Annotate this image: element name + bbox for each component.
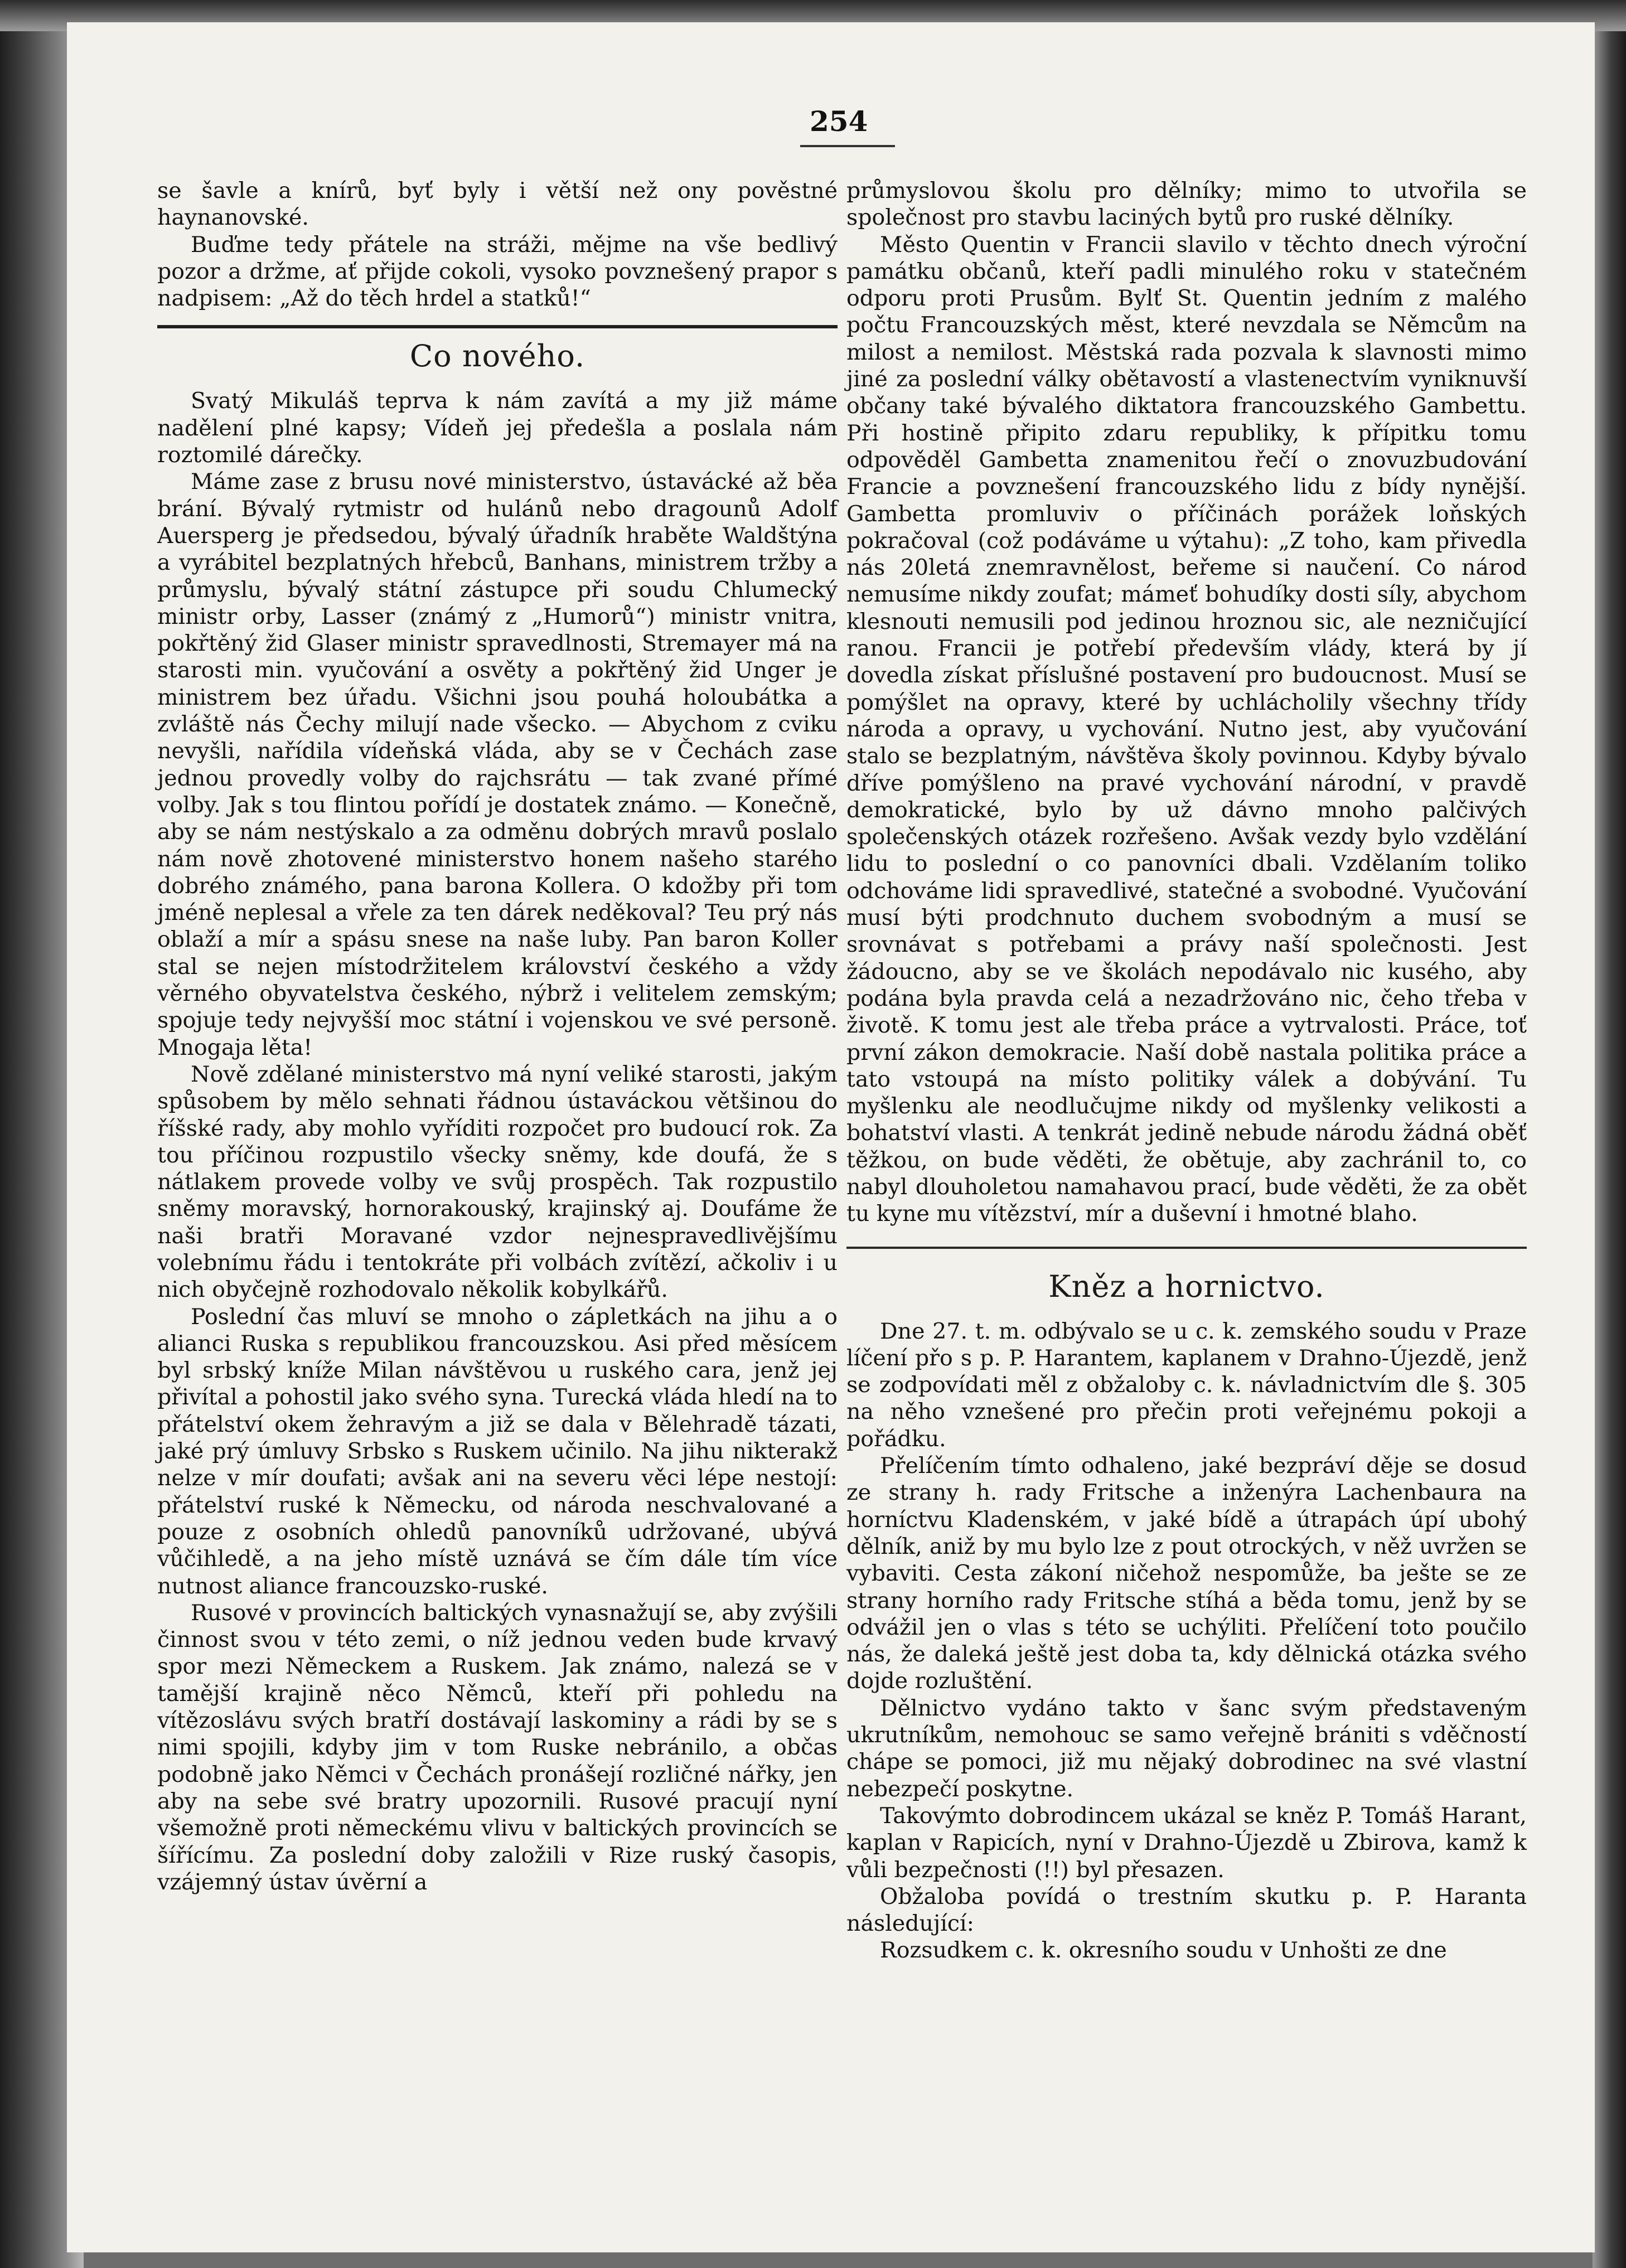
page-number: 254 (810, 105, 868, 138)
paragraph: Dělnictvo vydáno takto v šanc svým představeným ukrutníkům, nemohouc se samo veřejně brániti s vděčností chápe se pomoci, již mu nějaký dobrodinec na své vlastní nebezpečí poskytne. (846, 1695, 1527, 1802)
paragraph: Město Quentin v Francii slavilo v těchto dnech výroční památku občanů, kteří padli minulého roku v statečném odporu proti Prusům. Bylť St. Quentin jedním z malého počtu Francouzských měst, které nevzdala se Němcům na milost a nemilost. Městská rada pozvala k slavnosti mimo jiné za poslední války obětavostí a vlastenectvím vyniknuvší občany také bývalého diktatora francouzského Gambettu. Při hostině připito zdaru republiky, k přípitku tomu odpověděl Gambetta znamenitou řečí o znovuzbudování Francie a povznešení francouzského lidu z bídy nynější. Gambetta promluviv o příčinách porážek loňských pokračoval (což podáváme u výtahu): „Z toho, kam přivedla nás 20letá znemravnělost, beřeme si naučení. Co národ nemusíme nikdy zoufat; mámeť bohudíky dosti síly, abychom klesnouti nemusili pod jedinou hroznou sic, ale nezničující ranou. Francii je potřebí především vlády, která by jí dovedla získat příslušné postavení pro budoucnost. Musí se pomýšlet na opravy, které by uchlácholily všechny třídy národa a opravy, u vychování. Nutno jest, aby vyučování stalo se bezplatným, návštěva školy povinnou. Kdyby bývalo dříve pomýšleno na pravé vychování národní, v pravdě demokratické, bylo by už dávno mnoho palčivých společenských otázek rozřešeno. Avšak vezdy bylo vzdělání lidu to poslední o co panovníci dbali. Vzdělaním toliko odchováme lidi spravedlivé, statečné a svobodné. Vyučování musí býti prodchnuto duchem svobodným a musí se srovnávat s potřebami a právy naší společnosti. Jest žádoucno, aby se ve školách nepodávalo nic kusého, aby podána byla pravda celá a nezadržováno nic, čeho třeba v životě. K tomu jest ale třeba práce a vytrvalosti. Práce, toť první zákon demokracie. Naší době nastala politika práce a tato vstoupá na místo politiky válek a dobývání. Tu myšlenku ale neodlučujme nikdy od myšlenky velikosti a bohatství vlasti. A tenkrát jedině nebude národu žádná oběť těžkou, on bude věděti, že obětuje, aby zachránil to, co nabyl dlouholetou namahavou prací, bude věděti, že za obět tu kyne mu vítězství, mír a duševní i hmotné blaho. (846, 231, 1527, 1227)
paragraph: Přelíčením tímto odhaleno, jaké bezpráví děje se dosud ze strany h. rady Fritsche a inženýra Lachenbaura na horníctvu Kladenském, v jaké bídě a útrapách úpí ubohý dělník, aniž by mu bylo lze z pout otrockých, v něž uvržen se vybaviti. Cesta zákoní ničehož nespomůže, ba ješte se ze strany horního rady Fritsche stíhá a běda tomu, jenž by se odvážil jen o vlas s této se uchýliti. Přelíčení toto poučilo nás, že daleká ještě jest doba ta, kdy dělnická otázka svého dojde rozluštění. (846, 1453, 1527, 1694)
paragraph: Nově zdělané ministerstvo má nyní veliké starosti, jakým spůsobem by mělo sehnati řádnou ústaváckou většinou do říšské rady, aby mohlo vyříditi rozpočet pro budoucí rok. Za tou příčinou rozpustilo všecky sněmy, kde doufá, že s nátlakem provede volby ve svůj prospěch. Tak rozpustilo sněmy moravský, hornorakouský, krajinský aj. Doufáme že naši bratři Moravané vzdor nejnespravedlivějšímu volebnímu řádu i tentokráte při volbách zvítězí, ačkoliv i u nich obyčejně rozhodovalo několik kobylkářů. (157, 1061, 838, 1303)
section-heading: Co nového. (409, 338, 585, 374)
right-column (846, 177, 1527, 1964)
paragraph: Takovýmto dobrodincem ukázal se kněz P. Tomáš Harant, kaplan v Rapicích, nyní v Drahno-Újezdě u Zbirova, kamž k vůli bezpečnosti (!!) byl přesazen. (846, 1802, 1527, 1883)
left-column (157, 177, 838, 1896)
section-rule (846, 1247, 1527, 1249)
paragraph: Rusové v provincích baltických vynasnažují se, aby zvýšili činnost svou v této zemi, o níž jednou veden bude krvavý spor mezi Německem a Ruskem. Jak známo, nalezá se v tamější krajině něco Němců, kteří při pohledu na vítězoslávu svých bratří dostávají laskominy a rádi by se s nimi spojili, kdyby jim v tom Ruske nebránilo, a občas podobně jako Němci v Čechách pronášejí rozličné nářky, jen aby na sebe své bratry upozornili. Rusové pracují nyní všemožně proti německému vlivu v baltických provincích se šířícímu. Za poslední doby založili v Rize ruský časopis, vzájemný ústav úvěrní a (157, 1600, 838, 1895)
paragraph: Obžaloba povídá o trestním skutku p. P. Haranta následující: (846, 1883, 1527, 1937)
paragraph: Rozsudkem c. k. okresního soudu v Unhošti ze dne (880, 1937, 1447, 1964)
paragraph: Svatý Mikuláš teprva k nám zavítá a my již máme nadělení plné kapsy; Vídeň jej předešla a poslala nám roztomilé dárečky. (157, 388, 838, 468)
section-heading: Kněz a hornictvo. (1048, 1268, 1325, 1304)
paragraph: Buďme tedy přátele na stráži, mějme na vše bedlivý pozor a držme, ať přijde cokoli, vysoko povznešený prapor s nadpisem: „Až do těch hrdel a statků!“ (157, 231, 838, 312)
paragraph: se šavle a knírů, byť byly i větší než ony pověstné haynanovské. (157, 178, 838, 231)
section-rule (157, 325, 838, 328)
paragraph: Máme zase z brusu nové ministerstvo, ústavácké až běa brání. Bývalý rytmistr od hulánů nebo dragounů Adolf Auersperg je předsedou, bývalý úřadník hraběte Waldštýna a vyrábitel bezplatných hřebců, Banhans, ministrem tržby a průmyslu, bývalý státní zástupce při soudu Chlumecký ministr orby, Lasser (známý z „Humorů“) ministr vnitra, pokřtěný žid Glaser ministr spravedlnosti, Stremayer má na starosti min. vyučování a osvěty a pokřtěný žid Unger je ministrem bez úřadu. Všichni jsou pouhá holoubátka a zvláště nás Čechy milují nade všecko. — Abychom z cviku nevyšli, nařídila vídeňská vláda, aby se v Čechách zase jednou provedly volby do rajchsrátu — tak zvané přímé volby. Jak s tou flintou pořídí je dostatek známo. — Konečně, aby se nám nestýskalo a za odměnu dobrých mravů poslalo nám nově zhotovené ministerstvo honem našeho starého dobrého známého, pana barona Kollera. O kdožby při tom jméně neplesal a vřele za ten dárek neděkoval? Teu prý nás oblaží a mír a spásu snese na naše luby. Pan baron Koller stal se nejen místodržitelem království českého a vždy věrného obyvatelstva českého, nýbrž i velitelem zemským; spojuje tedy nejvyšší moc státní i vojenskou ve své personě. Mnogaja lěta! (157, 469, 838, 1060)
scan-edge-right (1593, 0, 1626, 2268)
page-number-rule (800, 145, 895, 147)
paragraph: Poslední čas mluví se mnoho o zápletkách na jihu a o alianci Ruska s republikou francouzskou. Asi před měsícem byl srbský kníže Milan návštěvou u ruského cara, jenž jej přivítal a pohostil jako svého syna. Turecká vláda hledí na to přátelství okem žehravým a již se dala v Bělehradě tázati, jaké prý úmluvy Srbsko s Ruskem učinilo. Na jihu nikterakž nelze v mír doufati; avšak ani na severu věci lépe nestojí: přátelství ruské k Německu, od národa neschvalované a pouze z osobních ohledů panovníků udržované, ubývá vůčihledě, a na jeho místě uznává se čím dále tím více nutnost aliance francouzsko-ruské. (157, 1303, 838, 1599)
paragraph: průmyslovou školu pro dělníky; mimo to utvořila se společnost pro stavbu laciných bytů pro ruské dělníky. (846, 178, 1527, 231)
paragraph: Dne 27. t. m. odbývalo se u c. k. zemského soudu v Praze líčení přo s p. P. Harantem, kaplanem v Drahno-Újezdě, jenž se zodpovídati měl z obžaloby c. k. návladnictvím dle §. 305 na něho vznešené pro přečin proti veřejnému pokoji a pořádku. (846, 1318, 1527, 1452)
